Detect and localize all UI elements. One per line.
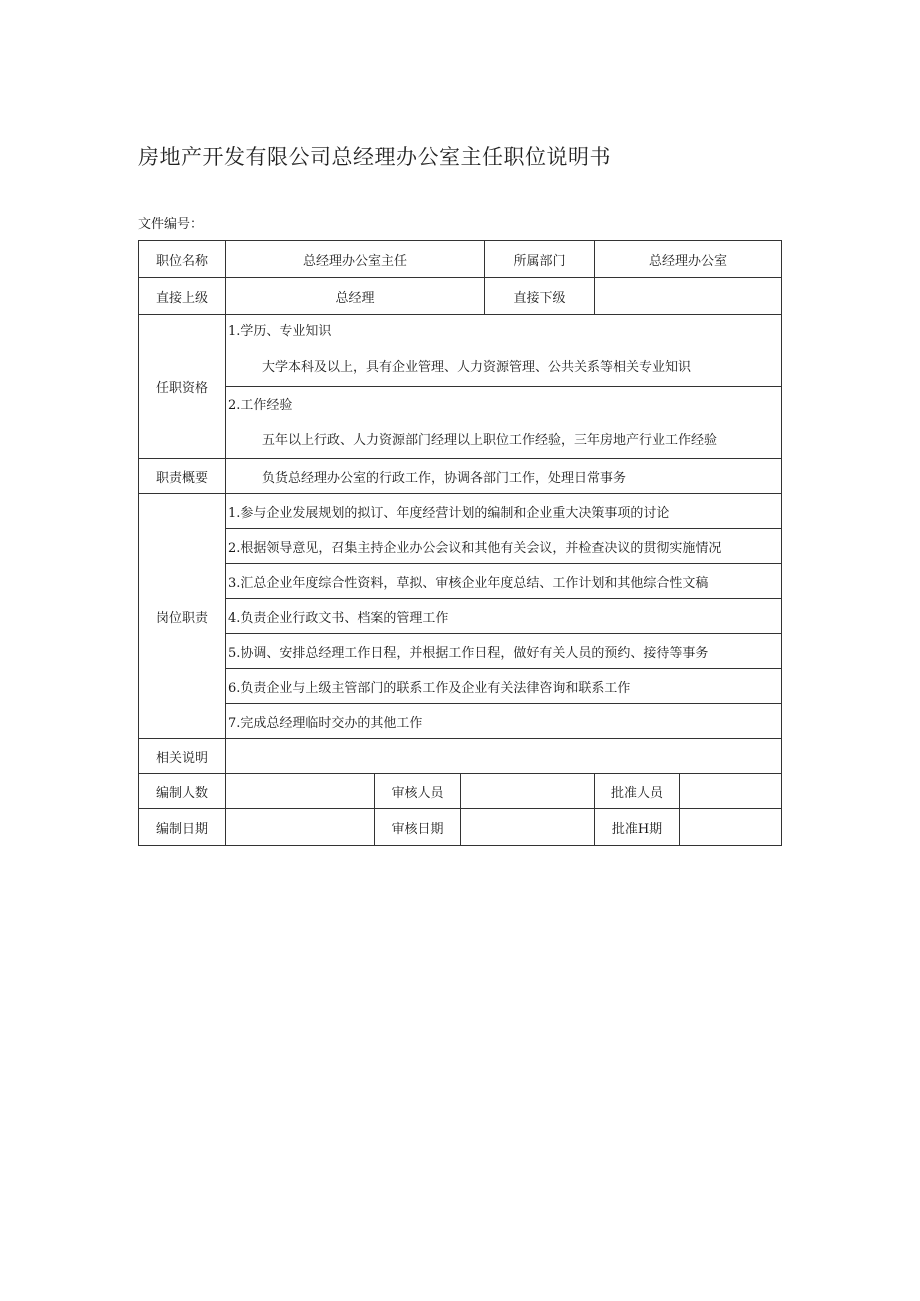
qualifications-label: 任职资格: [139, 315, 226, 459]
duty-item: 6.负责企业与上级主管部门的联系工作及企业有关法律咨询和联系工作: [226, 669, 782, 704]
duty-item: 1.参与企业发展规划的拟订、年度经营计划的编制和企业重大决策事项的讨论: [226, 494, 782, 529]
table-row: [139, 315, 782, 387]
table-row: [139, 494, 782, 529]
approve-date-label: 批准H期: [595, 809, 680, 846]
position-name-label: 职位名称: [139, 241, 226, 278]
duties-label: 岗位职责: [139, 494, 226, 739]
table-row: [139, 704, 782, 739]
review-date-value: [461, 809, 595, 846]
approve-date-value: [680, 809, 782, 846]
notes-value: [226, 739, 782, 774]
duty-item: 2.根据领导意见，召集主持企业办公会议和其他有关会议，并检查决议的贯彻实施情况: [226, 529, 782, 564]
duty-item: 3.汇总企业年度综合性资料，草拟、审核企业年度总结、工作计划和其他综合性文稿: [226, 564, 782, 599]
notes-label: 相关说明: [139, 739, 226, 774]
qualification-heading-1: 1.学历、专业知识: [228, 324, 332, 339]
direct-superior-value: 总经理: [226, 278, 485, 315]
table-row: [139, 564, 782, 599]
table-row: [139, 529, 782, 564]
summary-label: 职责概要: [139, 459, 226, 494]
reviewer-value: [461, 774, 595, 809]
file-number-label: 文件编号：: [138, 217, 204, 232]
approver-value: [680, 774, 782, 809]
qualification-block-2: [226, 387, 782, 459]
department-label: 所属部门: [485, 241, 595, 278]
review-date-label: 审核日期: [375, 809, 461, 846]
approver-label: 批准人员: [595, 774, 680, 809]
table-row: [139, 774, 782, 809]
qualification-detail-1: 大学本科及以上，具有企业管理、人力资源管理、公共关系等相关专业知识: [262, 360, 692, 375]
table-row: [139, 387, 782, 459]
duty-item: 5.协调、安排总经理工作日程，并根据工作日程，做好有关人员的预约、接待等事务: [226, 634, 782, 669]
qualification-detail-2: 五年以上行政、人力资源部门经理以上职位工作经验，三年房地产行业工作经验: [262, 433, 718, 448]
table-row: [139, 599, 782, 634]
qualification-heading-2: 2.工作经验: [228, 398, 293, 413]
document-title: 房地产开发有限公司总经理办公室主任职位说明书: [138, 145, 611, 169]
job-description-table: [138, 240, 782, 846]
reviewer-label: 审核人员: [375, 774, 461, 809]
prepared-date-value: [226, 809, 375, 846]
table-row: [139, 634, 782, 669]
summary-value: 负货总经理办公室的行政工作，协调各部门工作，处理日常事务: [226, 459, 782, 494]
table-row: [139, 278, 782, 315]
duty-item: 7.完成总经理临时交办的其他工作: [226, 704, 782, 739]
prepared-count-value: [226, 774, 375, 809]
table-row: [139, 669, 782, 704]
qualification-block-1: [226, 315, 782, 387]
department-value: 总经理办公室: [595, 241, 782, 278]
duty-item: 4.负责企业行政文书、档案的管理工作: [226, 599, 782, 634]
direct-subordinate-value: [595, 278, 782, 315]
position-name-value: 总经理办公室主任: [226, 241, 485, 278]
table-row: [139, 241, 782, 278]
table-row: [139, 739, 782, 774]
prepared-count-label: 编制人数: [139, 774, 226, 809]
table-row: [139, 459, 782, 494]
table-row: [139, 809, 782, 846]
direct-superior-label: 直接上级: [139, 278, 226, 315]
direct-subordinate-label: 直接下级: [485, 278, 595, 315]
prepared-date-label: 编制日期: [139, 809, 226, 846]
